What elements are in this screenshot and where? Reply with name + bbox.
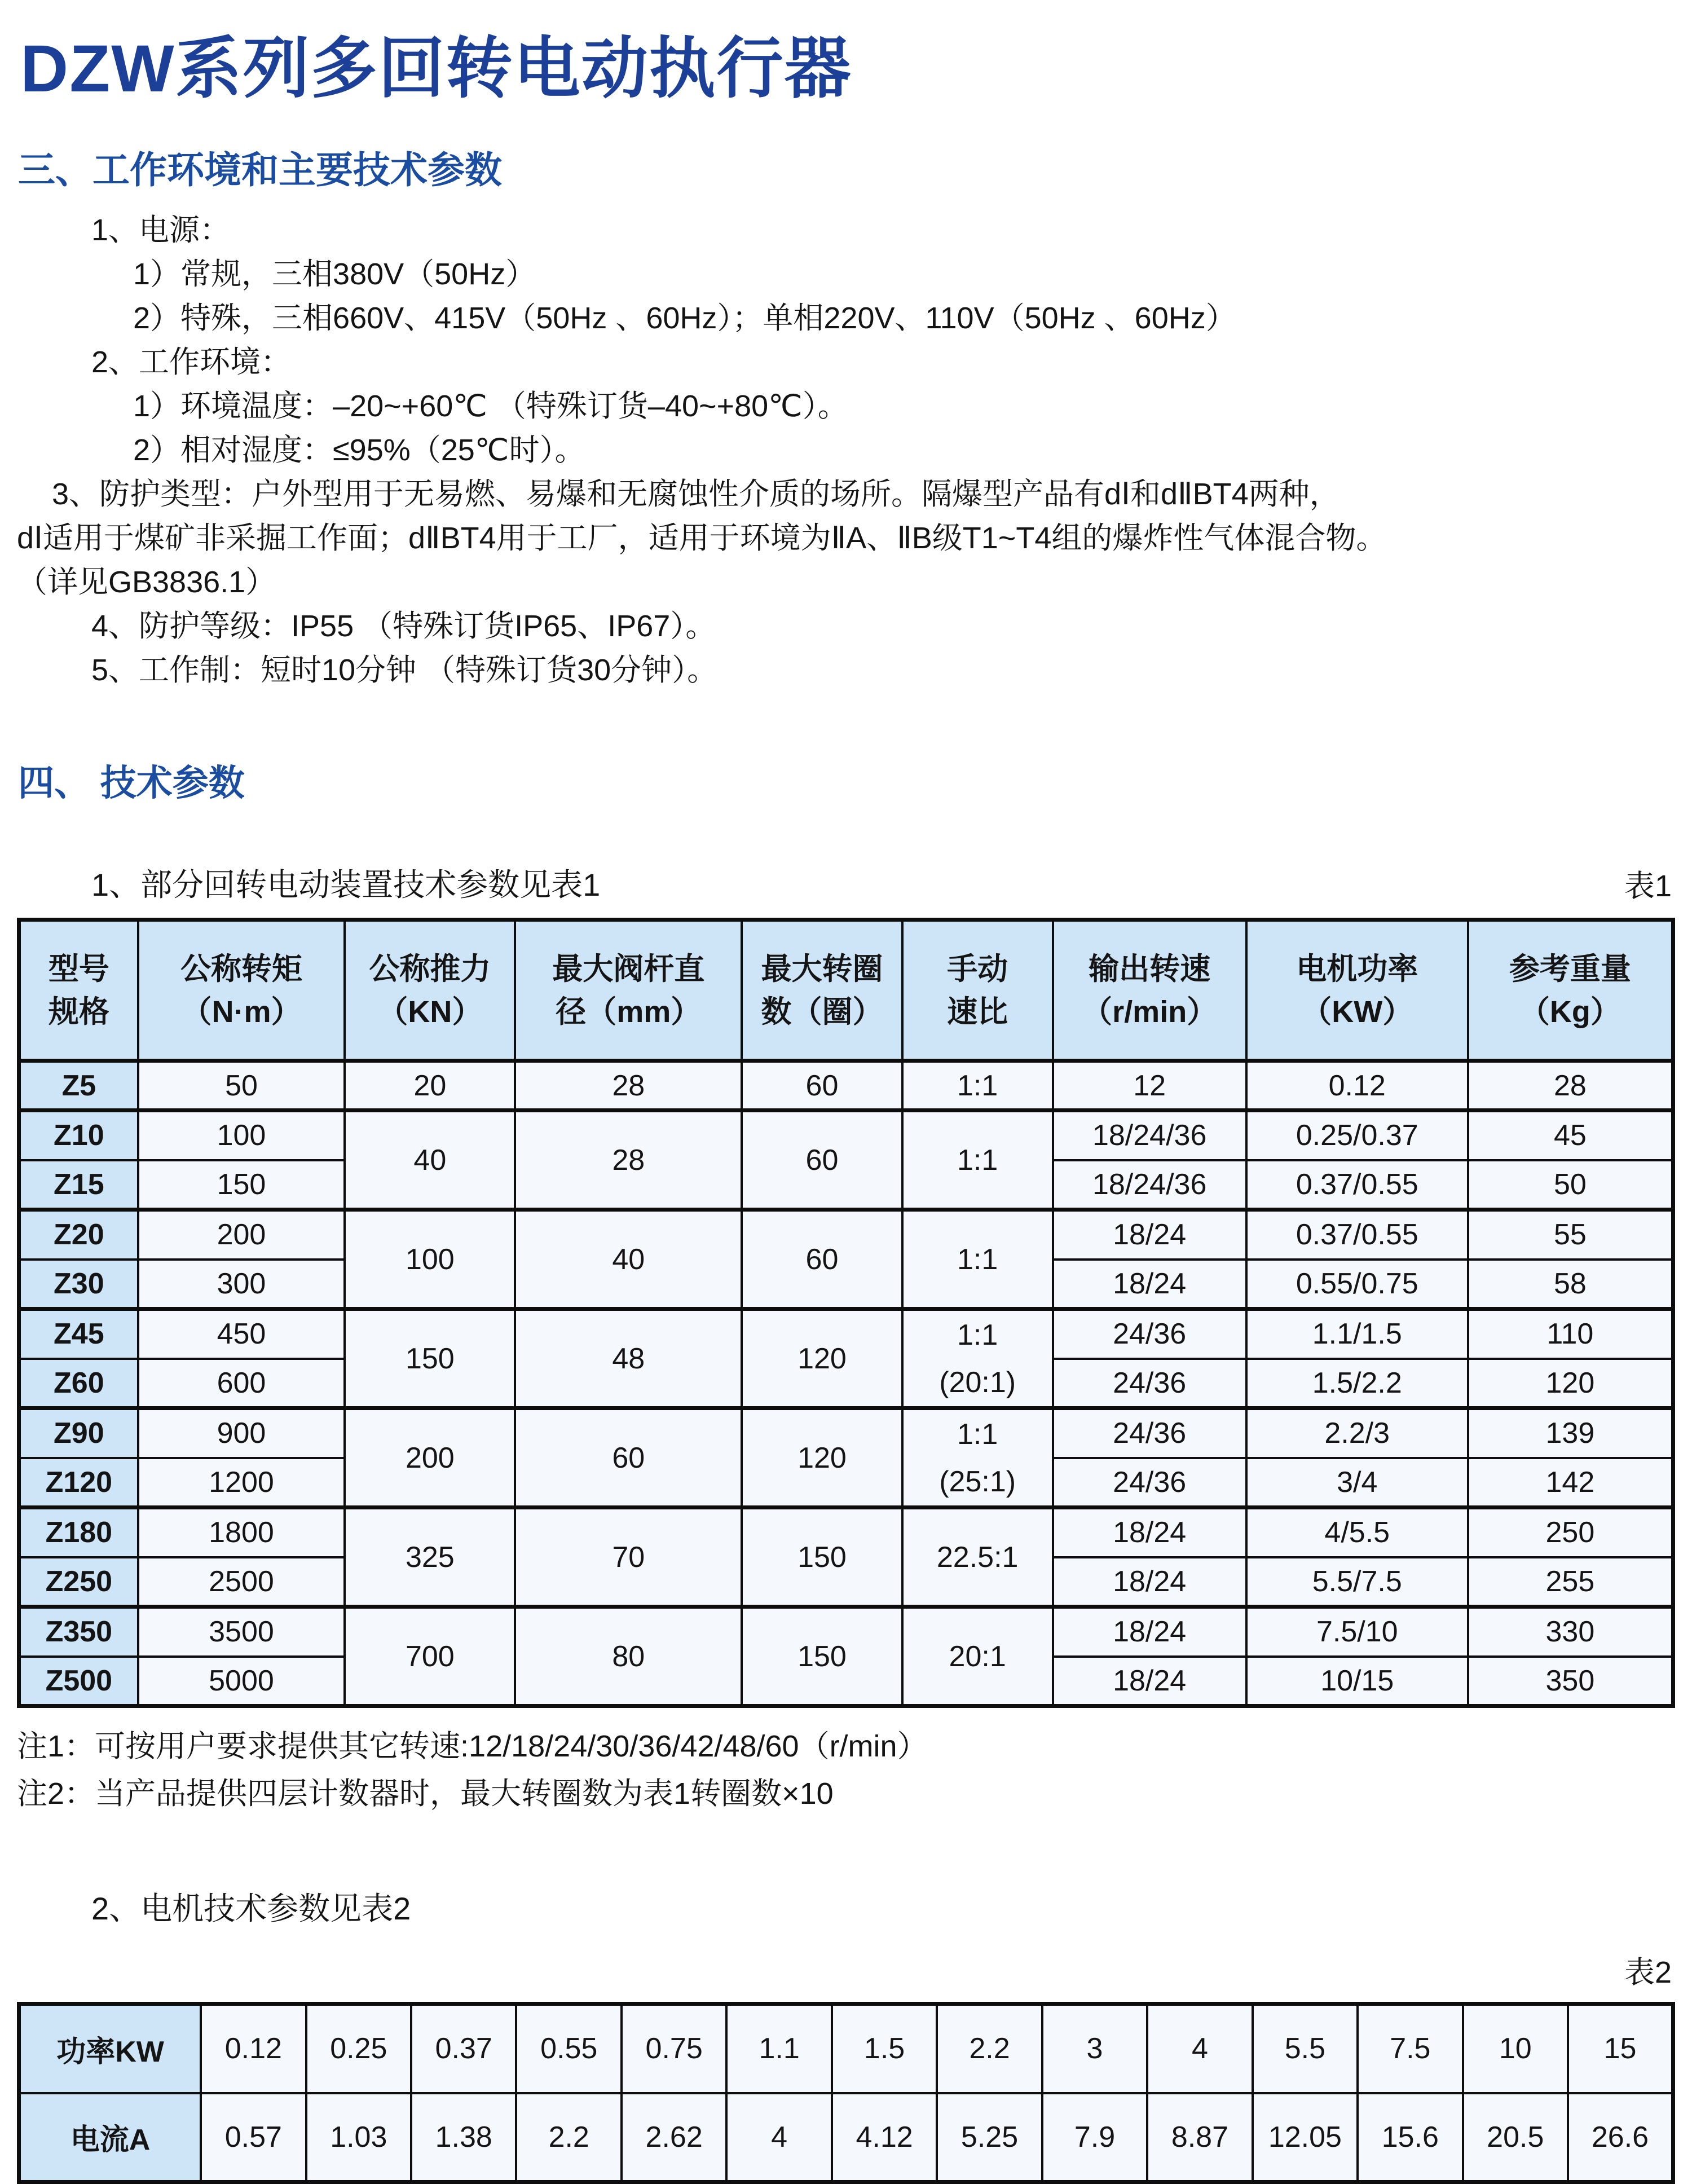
table1-cell: 28 [515, 1111, 742, 1210]
table1-label: 表1 [1624, 869, 1672, 903]
table2-cell: 7.5 [1358, 2004, 1462, 2093]
table2-row-label: 电流A [19, 2093, 201, 2182]
table1-cell: 110 [1468, 1309, 1673, 1359]
body-line: 1、电源： [91, 213, 231, 247]
table1-model-cell: Z30 [19, 1260, 138, 1309]
body-line: 3、防护类型：户外型用于无易燃、易爆和无腐蚀性介质的场所。隔爆型产品有dⅠ和dⅡBT4两种， [52, 477, 1340, 511]
table1-cell: 50 [1468, 1160, 1673, 1210]
table1-cell: 60 [742, 1210, 902, 1309]
table2-cell: 0.75 [622, 2004, 726, 2093]
table2-row [19, 2093, 1673, 2182]
table1-cell: 18/24 [1053, 1508, 1246, 1557]
table1-cell: 120 [1468, 1359, 1673, 1408]
table1-header-row [19, 920, 1673, 1061]
table1-cell [902, 1408, 1053, 1508]
table1-header-cell: 最大阀杆直 径（mm） [515, 920, 742, 1061]
table1-cell: 0.25/0.37 [1246, 1111, 1468, 1160]
body-line: 2）相对湿度：≤95%（25℃时）。 [133, 433, 585, 467]
table1-cell: 18/24 [1053, 1607, 1246, 1657]
table1-cell: 450 [138, 1309, 345, 1359]
table1-model-cell: Z5 [19, 1061, 138, 1111]
table2-cell: 15.6 [1358, 2093, 1462, 2182]
table1-caption-row [17, 860, 1675, 905]
table1-cell: 325 [345, 1508, 515, 1607]
table1-cell: 18/24 [1053, 1260, 1246, 1309]
table1-cell: 7.5/10 [1246, 1607, 1468, 1657]
body-line: 2、工作环境： [91, 345, 292, 379]
table1-cell: 139 [1468, 1408, 1673, 1458]
table2-cell: 2.2 [937, 2004, 1042, 2093]
table1-cell: 55 [1468, 1210, 1673, 1260]
table1-cell: 1:1 [902, 1061, 1053, 1111]
table1-model-cell: Z500 [19, 1657, 138, 1706]
table1-row [19, 1508, 1673, 1557]
note-1: 注1：可按用户要求提供其它转速:12/18/24/30/36/42/48/60（r/min） [17, 1729, 928, 1763]
table2-cell: 0.25 [306, 2004, 411, 2093]
table1-model-cell: Z350 [19, 1607, 138, 1657]
table1-header-cell: 电机功率 （KW） [1246, 920, 1468, 1061]
table1-header-cell: 参考重量 （Kg） [1468, 920, 1673, 1061]
body-line: （详见GB3836.1） [17, 565, 276, 599]
table2-row [19, 2004, 1673, 2093]
table2-cell: 20.5 [1463, 2093, 1568, 2182]
table1-cell: 0.37/0.55 [1246, 1160, 1468, 1210]
table2-cell: 4 [726, 2093, 831, 2182]
table1-cell: 0.37/0.55 [1246, 1210, 1468, 1260]
table1-cell: 60 [515, 1408, 742, 1508]
table1-cell: 60 [742, 1061, 902, 1111]
table1-cell: 1200 [138, 1458, 345, 1508]
table1-cell: 28 [1468, 1061, 1673, 1111]
table1-cell: 60 [742, 1111, 902, 1210]
table1-cell: 200 [138, 1210, 345, 1260]
table1-cell: 70 [515, 1508, 742, 1607]
table1-cell: 900 [138, 1408, 345, 1458]
table1-cell: 24/36 [1053, 1359, 1246, 1408]
table1-model-cell: Z10 [19, 1111, 138, 1160]
table1-cell: 5.5/7.5 [1246, 1557, 1468, 1607]
table1-cell: 350 [1468, 1657, 1673, 1706]
table2-cell: 4.12 [832, 2093, 937, 2182]
section3-heading: 三、工作环境和主要技术参数 [18, 149, 502, 191]
table1-notes [17, 1723, 1675, 1817]
body-line: dⅠ适用于煤矿非采掘工作面；dⅡBT4用于工厂，适用于环境为ⅡA、ⅡB级T1~T4组的爆炸性气体混合物。 [17, 521, 1387, 555]
table1-cell: 5000 [138, 1657, 345, 1706]
table2-cell: 12.05 [1253, 2093, 1358, 2182]
table1-row [19, 1111, 1673, 1160]
table1-cell: 2500 [138, 1557, 345, 1607]
table1-cell: 18/24/36 [1053, 1160, 1246, 1210]
table1-cell: 330 [1468, 1607, 1673, 1657]
table1-cell: 100 [345, 1210, 515, 1309]
table1-cell: 40 [345, 1111, 515, 1210]
manual-ratio-cell: 1:1 (25:1) [939, 1417, 1016, 1498]
table2-cell: 0.57 [201, 2093, 306, 2182]
table1-model-cell: Z45 [19, 1309, 138, 1359]
table1-header-cell: 输出转速 （r/min） [1053, 920, 1246, 1061]
note-2: 注2：当产品提供四层计数器时，最大转圈数为表1转圈数×10 [17, 1777, 834, 1811]
table1-header-cell: 公称推力 （KN） [345, 920, 515, 1061]
table1-cell: 18/24/36 [1053, 1111, 1246, 1160]
table1-cell: 1:1 [902, 1111, 1053, 1210]
table2-cell: 5.25 [937, 2093, 1042, 2182]
table1-cell: 50 [138, 1061, 345, 1111]
table1-cell: 600 [138, 1359, 345, 1408]
body-line: 4、防护等级：IP55 （特殊订货IP65、IP67）。 [91, 609, 716, 643]
table1-cell: 28 [515, 1061, 742, 1111]
table2-cell: 26.6 [1568, 2093, 1673, 2182]
table2-row-label: 功率KW [19, 2004, 201, 2093]
table2-cell: 0.12 [201, 2004, 306, 2093]
table1-cell: 1.1/1.5 [1246, 1309, 1468, 1359]
table2-motor-specs [17, 2002, 1675, 2184]
table1-cell: 120 [742, 1309, 902, 1408]
table1-cell: 150 [345, 1309, 515, 1408]
table1-cell: 150 [742, 1607, 902, 1706]
body-line: 5、工作制：短时10分钟 （特殊订货30分钟）。 [91, 653, 718, 687]
table2-caption: 2、电机技术参数见表2 [91, 1891, 411, 1926]
table1-cell: 10/15 [1246, 1657, 1468, 1706]
table1-model-cell: Z15 [19, 1160, 138, 1210]
table2-cell: 10 [1463, 2004, 1568, 2093]
table1-cell: 4/5.5 [1246, 1508, 1468, 1557]
table1-header-cell: 最大转圈 数（圈） [742, 920, 902, 1061]
table1-cell: 200 [345, 1408, 515, 1508]
table1-cell: 80 [515, 1607, 742, 1706]
table1-row [19, 1210, 1673, 1260]
table1-header-cell: 手动 速比 [902, 920, 1053, 1061]
table2-cell: 1.1 [726, 2004, 831, 2093]
table1-model-cell: Z180 [19, 1508, 138, 1557]
table2-cell: 2.2 [516, 2093, 621, 2182]
table1-cell: 18/24 [1053, 1210, 1246, 1260]
table2-cell: 3 [1042, 2004, 1147, 2093]
table1-cell: 58 [1468, 1260, 1673, 1309]
table1-cell: 24/36 [1053, 1309, 1246, 1359]
table1-model-cell: Z120 [19, 1458, 138, 1508]
table1-cell: 0.55/0.75 [1246, 1260, 1468, 1309]
table1-cell: 100 [138, 1111, 345, 1160]
table2-cell: 5.5 [1253, 2004, 1358, 2093]
table2-cell: 0.55 [516, 2004, 621, 2093]
table1-cell: 24/36 [1053, 1408, 1246, 1458]
table1-cell: 1:1 [902, 1210, 1053, 1309]
table1-model-cell: Z60 [19, 1359, 138, 1408]
table1-caption: 1、部分回转电动装置技术参数见表1 [91, 867, 601, 902]
table1-actuator-specs [17, 918, 1675, 1708]
table2-cell: 7.9 [1042, 2093, 1147, 2182]
table1-cell: 1800 [138, 1508, 345, 1557]
table2-cell: 1.03 [306, 2093, 411, 2182]
table1-cell [902, 1309, 1053, 1408]
table1-header-cell: 公称转矩 （N·m） [138, 920, 345, 1061]
table1-model-cell: Z90 [19, 1408, 138, 1458]
table1-row [19, 1408, 1673, 1458]
table1-model-cell: Z250 [19, 1557, 138, 1607]
table2-caption-row [17, 1884, 1675, 1929]
table1-cell: 48 [515, 1309, 742, 1408]
table1-row [19, 1607, 1673, 1657]
table2-cell: 8.87 [1147, 2093, 1252, 2182]
section3-body [17, 208, 1675, 692]
table1-cell: 20 [345, 1061, 515, 1111]
table1-cell: 142 [1468, 1458, 1673, 1508]
table2-cell: 2.62 [622, 2093, 726, 2182]
table1-cell: 2.2/3 [1246, 1408, 1468, 1458]
table1-row [19, 1061, 1673, 1111]
table1-cell: 22.5:1 [902, 1508, 1053, 1607]
table1-model-cell: Z20 [19, 1210, 138, 1260]
table1-cell: 1.5/2.2 [1246, 1359, 1468, 1408]
table1-cell: 150 [742, 1508, 902, 1607]
table2-cell: 1.38 [411, 2093, 516, 2182]
table1-cell: 120 [742, 1408, 902, 1508]
table1-cell: 18/24 [1053, 1657, 1246, 1706]
table2-cell: 0.37 [411, 2004, 516, 2093]
body-line: 1）环境温度：–20~+60℃ （特殊订货–40~+80℃）。 [133, 389, 848, 423]
manual-ratio-cell: 1:1 (20:1) [939, 1318, 1016, 1399]
body-line: 2）特殊，三相660V、415V（50Hz 、60Hz）；单相220V、110V（50Hz 、60Hz） [133, 301, 1236, 335]
table1-cell: 24/36 [1053, 1458, 1246, 1508]
table1-cell: 20:1 [902, 1607, 1053, 1706]
table1-cell: 3/4 [1246, 1458, 1468, 1508]
table2-label: 表2 [1624, 1956, 1672, 1989]
table1-header-cell: 型号 规格 [19, 920, 138, 1061]
table1-cell: 40 [515, 1210, 742, 1309]
table1-cell: 12 [1053, 1061, 1246, 1111]
table1-cell: 250 [1468, 1508, 1673, 1557]
table1-cell: 255 [1468, 1557, 1673, 1607]
table1-row [19, 1309, 1673, 1359]
table1-cell: 300 [138, 1260, 345, 1309]
table2-cell: 15 [1568, 2004, 1673, 2093]
table2-cell: 1.5 [832, 2004, 937, 2093]
table1-cell: 0.12 [1246, 1061, 1468, 1111]
table1-cell: 150 [138, 1160, 345, 1210]
table1-cell: 45 [1468, 1111, 1673, 1160]
page-title: DZW系列多回转电动执行器 [20, 32, 852, 106]
table1-cell: 700 [345, 1607, 515, 1706]
body-line: 1）常规，三相380V（50Hz） [133, 257, 536, 291]
table2-cell: 4 [1147, 2004, 1252, 2093]
table1-cell: 3500 [138, 1607, 345, 1657]
table1-cell: 18/24 [1053, 1557, 1246, 1607]
section4-heading: 四、 技术参数 [18, 763, 245, 803]
